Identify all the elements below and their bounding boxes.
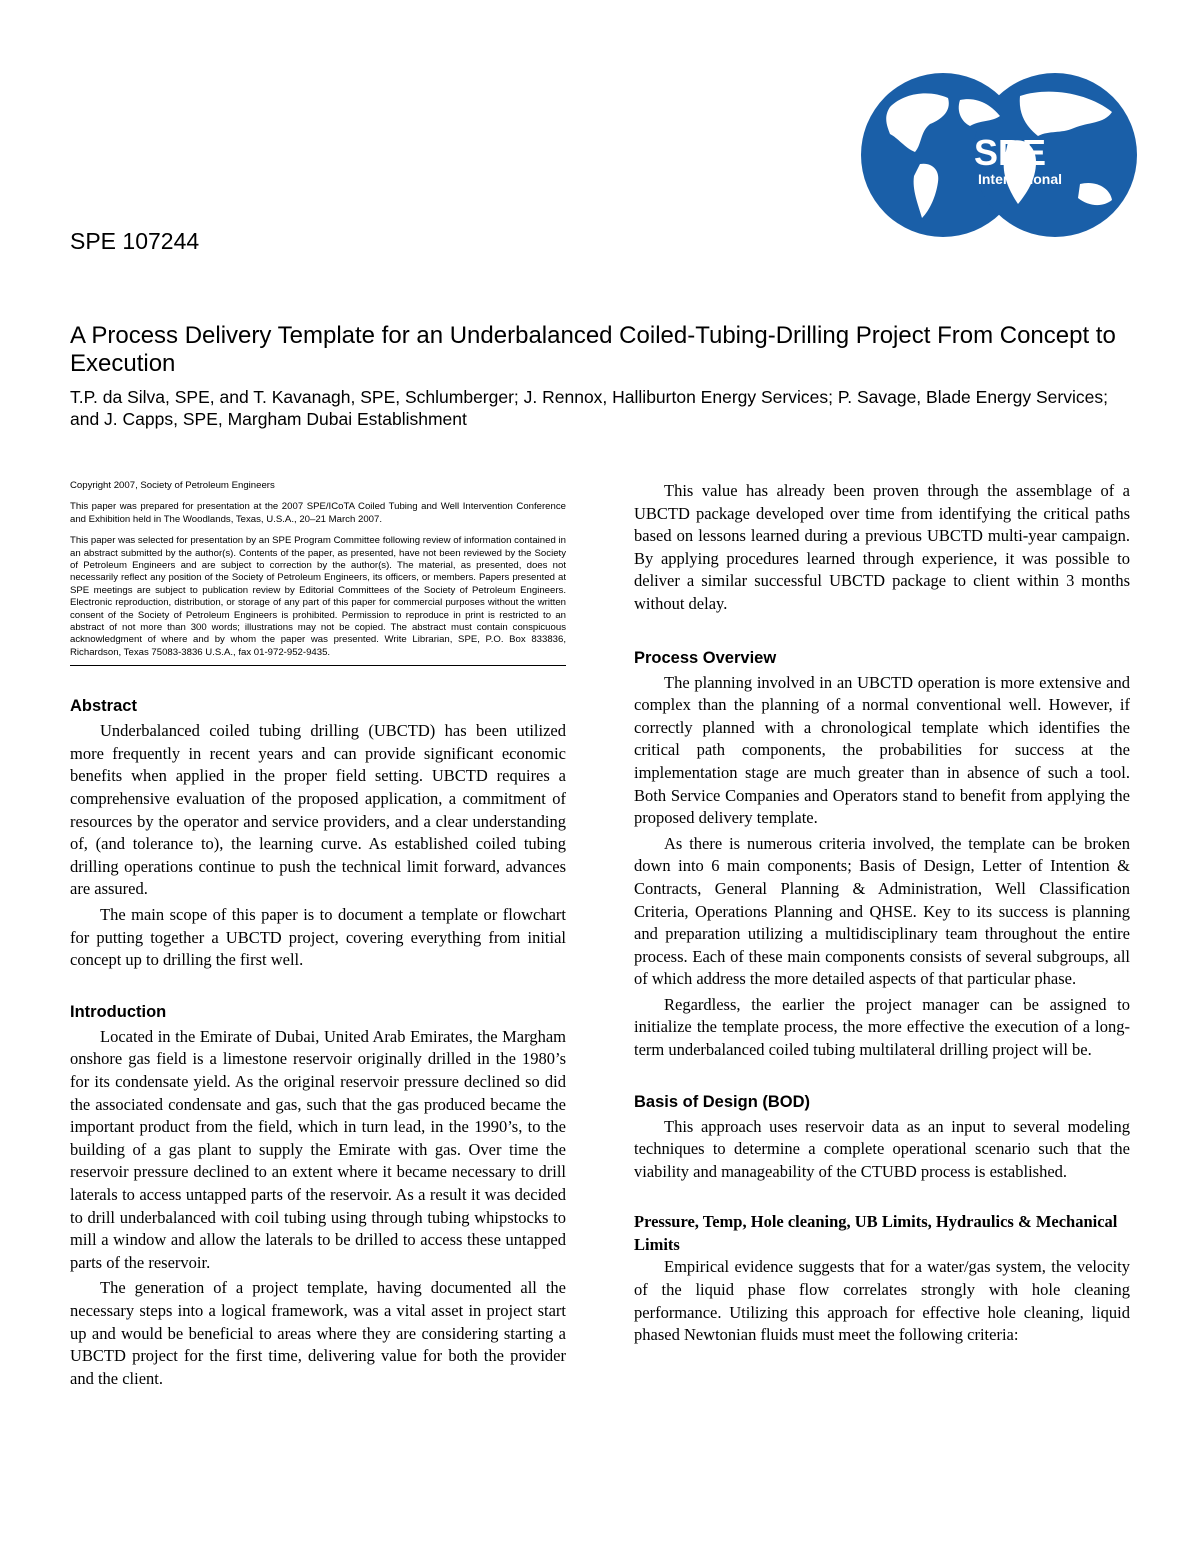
process-paragraph: The planning involved in an UBCTD operation is more extensive and complex than the planning of a normal conventional well. However, if correctly planned with a chronological template which identifies the critical path components, the probabilities for success at the implementation stage are much greater than in absence of such a tool. Both Service Companies and Operators stand to benefit from applying the proposed delivery template. bbox=[634, 672, 1130, 828]
right-column bbox=[634, 480, 1130, 1350]
paper-authors: T.P. da Silva, SPE, and T. Kavanagh, SPE, Schlumberger; J. Rennox, Halliburton Energy Services; P. Savage, Blade Energy Services; and J. Capps, SPE, Margham Dubai Establishment bbox=[70, 387, 1108, 429]
spe-international-logo bbox=[860, 72, 1138, 238]
pressure-paragraph: Empirical evidence suggests that for a water/gas system, the velocity of the liquid phase flow correlates strongly with hole cleaning performance. Utilizing this approach for effective hole cleaning, liquid phased Newtonian fluids must meet the following criteria: bbox=[634, 1257, 1130, 1345]
abstract-paragraph: Underbalanced coiled tubing drilling (UBCTD) has been utilized more frequently in recent years and can provide significant economic benefits when applied in the proper field setting. UBCTD requires a comprehensive evaluation of the proposed application, a commitment of resources by the operator and service providers, and a clear understanding of, (and tolerance to), the learning curve. As established coiled tubing drilling operations continue to push the technical limit forward, advances are assured. bbox=[70, 721, 566, 899]
abstract-heading: Abstract bbox=[70, 697, 137, 716]
logo-international-text: International bbox=[977, 171, 1063, 187]
bod-paragraph: This approach uses reservoir data as an input to several modeling techniques to determine a complete operational scenario such that the viability and manageability of the CTUBD process is established. bbox=[634, 1116, 1130, 1181]
value-paragraph: This value has already been proven through the assemblage of a UBCTD package developed over time from identifying the critical paths based on lessons learned during a previous UBCTD multi-year campaign. By applying procedures learned through experience, it was possible to deliver a similar successful UBCTD package to client within 3 months without delay. bbox=[634, 481, 1130, 613]
copyright-block bbox=[70, 480, 566, 666]
logo-spe-text: SPE bbox=[973, 132, 1047, 173]
pressure-subheading: Pressure, Temp, Hole cleaning, UB Limits, Hydraulics & Mechanical Limits bbox=[634, 1212, 1118, 1254]
paper-title: A Process Delivery Template for an Underbalanced Coiled-Tubing-Drilling Project From Concept to Execution bbox=[70, 322, 1116, 377]
abstract-paragraph: The main scope of this paper is to document a template or flowchart for putting together a UBCTD project, covering everything from initial concept up to drilling the first well. bbox=[70, 905, 566, 970]
process-overview-heading: Process Overview bbox=[634, 648, 777, 667]
introduction-heading: Introduction bbox=[70, 1002, 167, 1021]
copyright-line: Copyright 2007, Society of Petroleum Engineers bbox=[70, 480, 275, 491]
conference-notice: This paper was prepared for presentation at the 2007 SPE/ICoTA Coiled Tubing and Well Intervention Conference and Exhibition held in The Woodlands, Texas, U.S.A., 20–21 March 2007. bbox=[70, 501, 566, 525]
globe-logo-icon bbox=[860, 72, 1138, 238]
process-paragraph: Regardless, the earlier the project manager can be assigned to initialize the template process, the more effective the execution of a long-term underbalanced coiled tubing multilateral drilling project will be. bbox=[634, 994, 1130, 1060]
process-paragraph: As there is numerous criteria involved, the template can be broken down into 6 main components; Basis of Design, Letter of Intention & Contracts, General Planning & Administration, Well Classification Criteria, Operations Planning and QHSE. Key to its success is planning and preparation utilizing a multidisciplinary team throughout the entire process. Each of these main components consists of several subgroups, all of which address the more detailed aspects of that particular phase. bbox=[634, 833, 1130, 989]
introduction-paragraph: The generation of a project template, having documented all the necessary steps into a logical framework, was a vital asset in project start up and would be beneficial to areas where they are considering starting a UBCTD project for the first time, delivering value for both the provider and the client. bbox=[70, 1278, 566, 1388]
left-column bbox=[70, 480, 566, 1393]
paper-number: SPE 107244 bbox=[70, 228, 200, 254]
introduction-paragraph: Located in the Emirate of Dubai, United Arab Emirates, the Margham onshore gas field is a limestone reservoir originally drilled in the 1980’s for its condensate yield. As the original reservoir pressure declined so did the associated condensate and gas, such that the gas produced became the important product from the field, which in turn lead, in the 1990’s, to the building of a gas plant to supply the Emirate with gas. Over time the reservoir pressure declined to an extent where it became necessary to drill laterals to access untapped parts of the reservoir. As a result it was decided to drill underbalanced with coil tubing using through tubing whipstocks to mill a window and allow the laterals to be drilled to access these untapped parts of the reservoir. bbox=[70, 1026, 566, 1272]
basis-of-design-heading: Basis of Design (BOD) bbox=[634, 1092, 811, 1111]
review-notice: This paper was selected for presentation by an SPE Program Committee following review of information contained in an abstract submitted by the author(s). Contents of the paper, as presented, have not been reviewed by the Society of Petroleum Engineers and are subject to correction by the author(s). The material, as presented, does not necessarily reflect any position of the Society of Petroleum Engineers, its officers, or members. Papers presented at SPE meetings are subject to publication review by Editorial Committees of the Society of Petroleum Engineers. Electronic reproduction, distribution, or storage of any part of this paper for commercial purposes without the written consent of the Society of Petroleum Engineers is prohibited. Permission to reproduce in print is restricted to an abstract of not more than 300 words; illustrations may not be copied. The abstract must contain conspicuous acknowledgment of where and by whom the paper was presented. Write Librarian, SPE, P.O. Box 833836, Richardson, Texas 75083-3836 U.S.A., fax 01-972-952-9435. bbox=[70, 535, 566, 658]
